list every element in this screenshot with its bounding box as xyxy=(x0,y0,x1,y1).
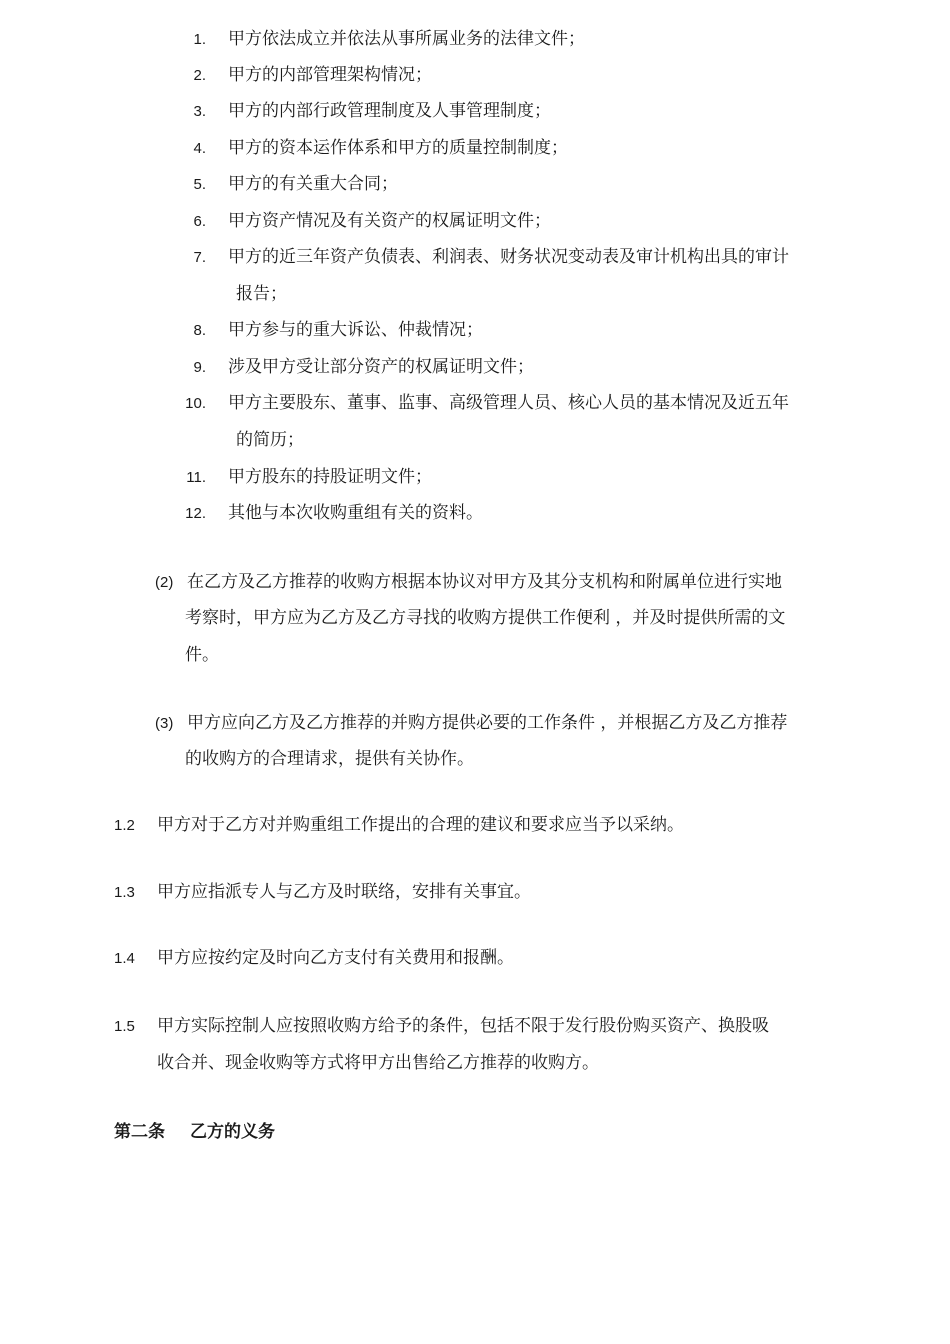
list-item-number: 8. xyxy=(193,322,206,339)
clause-number: 1.3 xyxy=(114,884,135,901)
clause-text: 甲方对于乙方对并购重组工作提出的合理的建议和要求应当予以采纳。 xyxy=(157,815,684,835)
list-item-number: 5. xyxy=(193,176,206,193)
list-item-number: 1. xyxy=(193,31,206,48)
list-item-number: 7. xyxy=(193,249,206,266)
sub-item-number: (2) xyxy=(155,574,174,591)
sub-item-text: 件。 xyxy=(185,645,219,665)
sub-item-text: 考察时，甲方应为乙方及乙方寻找的收购方提供工作便利 ，并及时提供所需的文 xyxy=(185,608,786,628)
clause-number: 1.4 xyxy=(114,950,135,967)
list-item-number: 6. xyxy=(193,213,206,230)
list-item-number: 10. xyxy=(185,395,206,412)
section-heading: 乙方的义务 xyxy=(190,1122,275,1142)
list-item-number: 4. xyxy=(193,140,206,157)
list-item-number: 12. xyxy=(185,505,206,522)
clause-text: 甲方实际控制人应按照收购方给予的条件，包括不限于发行股份购买资产、换股吸 xyxy=(157,1016,769,1036)
list-item-text: 甲方的有关重大合同； xyxy=(228,174,398,194)
list-item-number: 2. xyxy=(193,67,206,84)
clause-text: 收合并、现金收购等方式将甲方出售给乙方推荐的收购方。 xyxy=(157,1053,599,1073)
clause-number: 1.5 xyxy=(114,1018,135,1035)
clause-text: 甲方应按约定及时向乙方支付有关费用和报酬。 xyxy=(157,948,514,968)
list-item-text: 甲方资产情况及有关资产的权属证明文件； xyxy=(228,211,551,231)
list-item-text: 涉及甲方受让部分资产的权属证明文件； xyxy=(228,357,534,377)
list-item-text: 甲方的内部行政管理制度及人事管理制度； xyxy=(228,101,551,121)
article-number: 第二条 xyxy=(114,1122,165,1142)
list-item-text: 甲方的近三年资产负债表、利润表、财务状况变动表及审计机构出具的审计 xyxy=(228,247,789,267)
list-item-text: 甲方主要股东、董事、监事、高级管理人员、核心人员的基本情况及近五年 xyxy=(228,393,789,413)
list-item-text: 甲方股东的持股证明文件； xyxy=(228,467,432,487)
clause-number: 1.2 xyxy=(114,817,135,834)
sub-item-text: 的收购方的合理请求，提供有关协作。 xyxy=(185,749,474,769)
sub-item-text: 甲方应向乙方及乙方推荐的并购方提供必要的工作条件 ，并根据乙方及乙方推荐 xyxy=(187,713,788,733)
list-item-text-continued: 报告； xyxy=(236,284,287,304)
list-item-number: 9. xyxy=(193,359,206,376)
sub-item-number: (3) xyxy=(155,715,174,732)
list-item-number: 3. xyxy=(193,103,206,120)
list-item-text: 其他与本次收购重组有关的资料。 xyxy=(228,503,483,523)
list-item-text: 甲方的内部管理架构情况； xyxy=(228,65,432,85)
clause-text: 甲方应指派专人与乙方及时联络，安排有关事宜。 xyxy=(157,882,531,902)
list-item-text-continued: 的简历； xyxy=(236,430,304,450)
list-item-text: 甲方的资本运作体系和甲方的质量控制制度； xyxy=(228,138,568,158)
list-item-text: 甲方依法成立并依法从事所属业务的法律文件； xyxy=(228,29,585,49)
list-item-text: 甲方参与的重大诉讼、仲裁情况； xyxy=(228,320,483,340)
list-item-number: 11. xyxy=(186,469,206,486)
sub-item-text: 在乙方及乙方推荐的收购方根据本协议对甲方及其分支机构和附属单位进行实地 xyxy=(187,572,782,592)
